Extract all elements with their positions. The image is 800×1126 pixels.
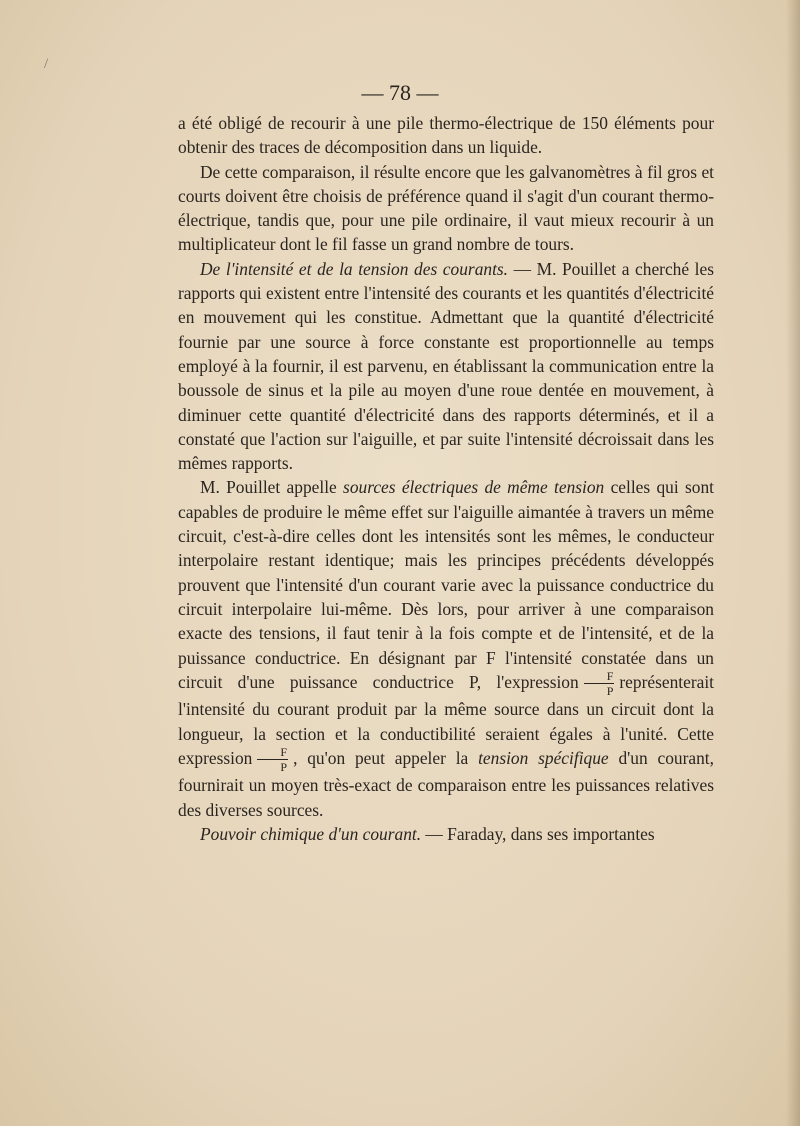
page-edge-shadow [786,0,800,1126]
paragraph-4 [178,475,714,822]
paragraph-2-text: De cette comparaison, il résulte encore que les galvanomètres à fil gros et courts doivent être choisis de préférence quand il s'agit d'un courant thermo-électrique, tandis que, pour une pile ordinaire, il vaut mieux recourir à un multiplicateur dont le fil fasse un grand nombre de tours. [178,161,714,255]
paragraph-3 [178,257,714,476]
section-heading-pouvoir-chimique: Pouvoir chimique d'un courant. [200,824,422,845]
fraction-f-over-p-second [257,746,288,773]
paragraph-4-text-a: M. Pouillet appelle [200,477,344,498]
fraction-denominator: P [606,684,614,699]
paragraph-3-text: — M. Pouillet a cherché les rapports qui existent entre l'intensité des courants et les quantités d'électricité en mouvement qui les constitue. Admettant que la quantité d'électricité fournie par une source à force constante est proportionnelle au temps employé à la fournir, il est parvenu, en établissant la communication entre la boussole de sinus et la pile au moyen d'une roue dentée en mouvement, à diminuer cette quantité d'électricité dans des rapports déterminés, et il a constaté que l'action sur l'aiguille, et par suite l'intensité décroissait dans les mêmes rapports. [178,258,714,474]
paragraph-4-text-c: représenterait l'intensité du courant produit par la même source dans un circuit dont la longueur, la section et la conductibilité seraient égales à l'unité. Cette expression [178,671,714,768]
fraction-numerator-second: F [257,746,288,760]
paragraph-4-text-e: d'un courant, fournirait un moyen très-exact de comparaison entre les puissances relatives des diverses sources. [178,747,714,820]
fraction-numerator: F [584,670,615,684]
body-text [178,111,714,846]
page-number: — 78 — [361,80,439,105]
paragraph-1-text: a été obligé de recourir à une pile thermo-électrique de 150 éléments pour obtenir des traces de décomposition dans un liquide. [178,113,714,158]
section-heading-intensity-tension: De l'intensité et de la tension des courants. [200,258,509,279]
fraction-denominator-second: P [280,760,288,775]
paragraph-4-text-b: celles qui sont capables de produire le même effet sur l'aiguille aimantée à travers un même circuit, c'est-à-dire celles dont les intensités sont les mêmes, le conducteur interpolaire restant identique; mais les principes précédents développés prouvent que l'intensité d'un courant varie avec la puissance conductrice du circuit interpolaire lui-même. Dès lors, pour arriver à une comparaison exacte des tensions, il faut tenir à la fois compte et de l'intensité, et de la puissance conductrice. En désignant par F l'intensité constatée dans un circuit d'une puissance conductrice P, l'expression [178,477,714,692]
stray-pencil-mark: / [44,56,49,72]
paragraph-5 [178,822,714,846]
term-tension-specifique: tension spécifique [478,747,609,768]
paragraph-2 [178,160,714,257]
paragraph-4-text-d: , qu'on peut appeler la [293,747,479,768]
fraction-f-over-p [584,670,615,697]
paragraph-5-text: — Faraday, dans ses importantes [421,824,655,845]
term-sources-electriques: sources électriques de même tension [343,477,605,498]
paragraph-1 [178,111,714,160]
